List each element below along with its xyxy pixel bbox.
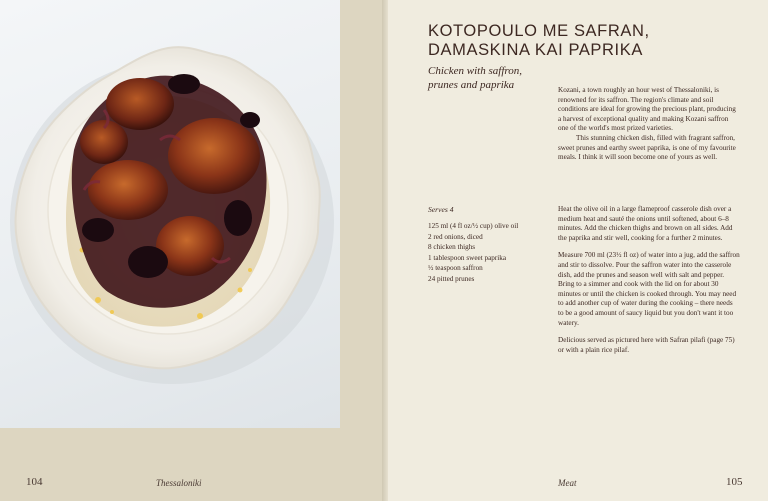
ingredient-item: 8 chicken thighs	[428, 243, 476, 252]
ingredient-item: 1 tablespoon sweet paprika	[428, 253, 507, 262]
method-step-2: Measure 700 ml (23½ fl oz) of water into a jug, add the saffron and stir to dissolve. Pour the saffron water into the casserole dish, add the prunes and season well with salt and pepper. Bring to a simmer and cook with the lid on for about 30 minutes or until the chicken is cooked through. You may need to add another cup of water during the cooking – there needs to be a good amount of saucy liquid but you don't want it too watery.	[558, 251, 740, 327]
page-number-right: 105	[726, 476, 743, 488]
ingredient-item: ½ teaspoon saffron	[428, 264, 483, 273]
running-head-right: Meat	[558, 478, 577, 488]
right-page	[388, 0, 768, 501]
recipe-subtitle-line1: Chicken with saffron,	[428, 65, 523, 77]
recipe-title-line1: KOTOPOULO ME SAFRAN,	[428, 22, 650, 40]
ingredients-list	[428, 221, 548, 285]
recipe-title-line2: DAMASKINA KAI PAPRIKA	[428, 41, 643, 59]
chicken-dish-image	[0, 0, 340, 428]
serves-label: Serves 4	[428, 205, 454, 214]
left-page	[0, 0, 382, 501]
ingredient-item: 125 ml (4 fl oz/½ cup) olive oil	[428, 222, 519, 230]
ingredient-item: 24 pitted prunes	[428, 274, 475, 283]
recipe-intro	[558, 86, 738, 163]
method-step-3: Delicious served as pictured here with Safran pilafi (page 75) or with a plain rice pilaf.	[558, 336, 735, 354]
intro-paragraph-1: Kozani, a town roughly an hour west of Thessaloniki, is renowned for its saffron. The region's climate and soil conditions are ideal for growing the precious plant, producing a harvest of exceptional quality and making Kozani saffron one of the world's most prized varieties.	[558, 86, 736, 133]
recipe-title	[428, 22, 748, 60]
intro-paragraph-2: This stunning chicken dish, filled with fragrant saffron, sweet prunes and earthy sweet paprika, is one of my favourite meals. I think it will soon become one of yours as well.	[558, 133, 736, 162]
recipe-subtitle-line2: prunes and paprika	[428, 79, 515, 91]
running-head-left: Thessaloniki	[156, 478, 202, 488]
ingredient-item: 2 red onions, diced	[428, 232, 483, 241]
method-steps	[558, 205, 740, 363]
page-number-left: 104	[26, 476, 43, 488]
method-step-1: Heat the olive oil in a large flameproof casserole dish over a medium heat and sauté the onions until softened, about 6–8 minutes. Add the chicken thighs and brown on all sides. Add the paprika and stir well, cooking for a further 2 minutes.	[558, 205, 733, 242]
dish-photo	[0, 0, 340, 428]
